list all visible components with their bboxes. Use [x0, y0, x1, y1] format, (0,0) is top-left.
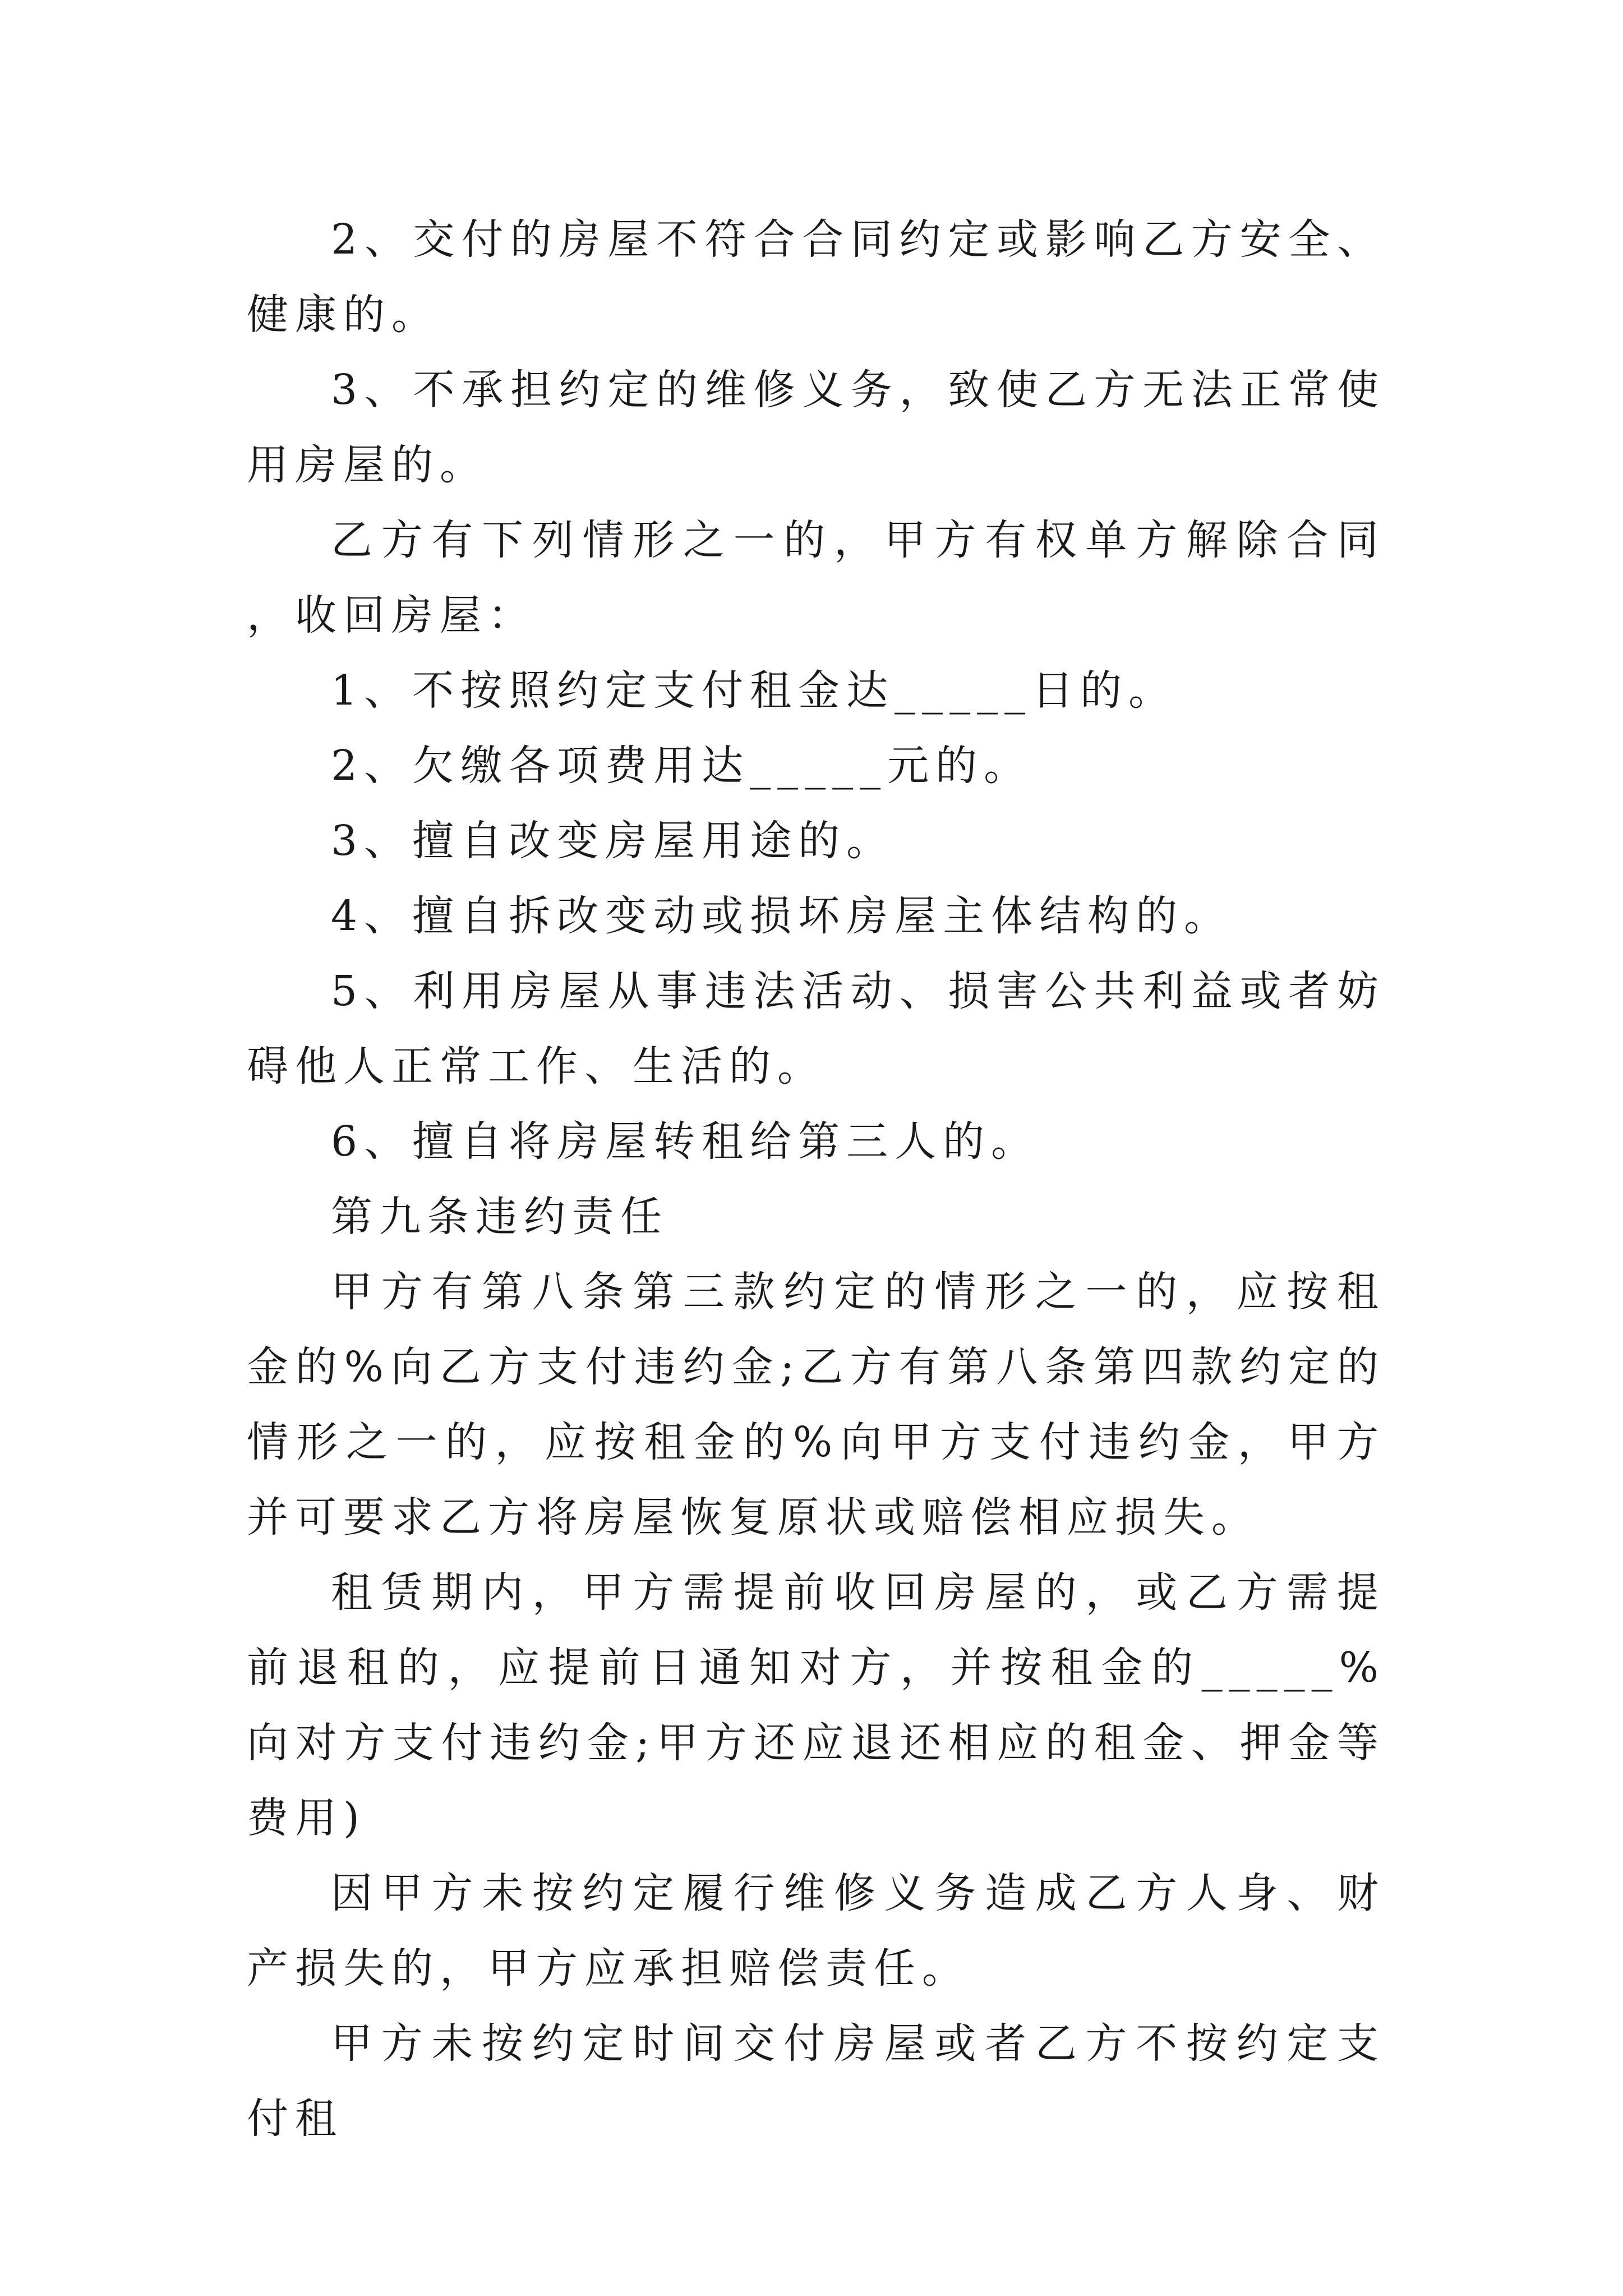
paragraph-item-6-sublet: 6、擅自将房屋转租给第三人的。 [331, 1117, 1040, 1166]
paragraph-item-3-usage: 3、擅自改变房屋用途的。 [331, 817, 895, 865]
paragraph-early-termination: 租赁期内，甲方需提前收回房屋的，或乙方需提前退租的，应提前日通知对方，并按租金的_____%向对方支付违约金;甲方还应退还相应的租金、押金等费用) [247, 1568, 1385, 1842]
paragraph-item-2-delivery: 2、交付的房屋不符合合同约定或影响乙方安全、健康的。 [247, 215, 1385, 339]
paragraph-item-3-maintenance: 3、不承担约定的维修义务，致使乙方无法正常使用房屋的。 [247, 366, 1385, 489]
paragraph-penalty: 甲方有第八条第三款约定的情形之一的，应按租金的%向乙方支付违约金;乙方有第八条第四款约定的情形之一的，应按租金的%向甲方支付违约金，甲方并可要求乙方将房屋恢复原状或赔偿相应损失。 [247, 1268, 1385, 1542]
paragraph-late-delivery: 甲方未按约定时间交付房屋或者乙方不按约定支付租 [247, 2019, 1385, 2143]
paragraph-compensation: 因甲方未按约定履行维修义务造成乙方人身、财产损失的，甲方应承担赔偿责任。 [247, 1869, 1385, 1993]
paragraph-item-5-illegal: 5、利用房屋从事违法活动、损害公共利益或者妨碍他人正常工作、生活的。 [247, 967, 1385, 1091]
paragraph-item-4-structure: 4、擅自拆改变动或损坏房屋主体结构的。 [331, 892, 1233, 940]
paragraph-item-2-fees: 2、欠缴各项费用达_____元的。 [331, 742, 1032, 790]
paragraph-item-1-rent: 1、不按照约定支付租金达_____日的。 [331, 666, 1177, 715]
document-body [247, 202, 1385, 2156]
paragraph-termination-by-lessor: 乙方有下列情形之一的，甲方有权单方解除合同，收回房屋： [247, 516, 1385, 639]
section-heading-article-9: 第九条违约责任 [331, 1193, 668, 1241]
